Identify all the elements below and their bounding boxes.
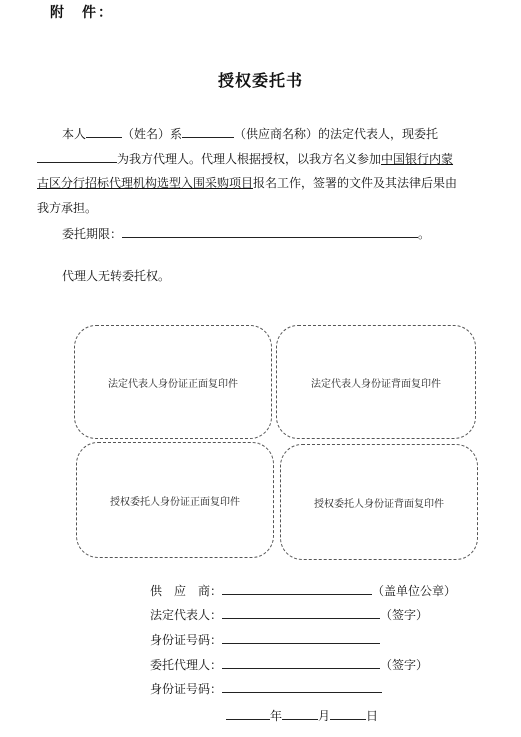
agent-note: （签字）	[380, 658, 429, 672]
agent-blank[interactable]	[222, 656, 380, 669]
box-label: 授权委托人身份证正面复印件	[110, 496, 240, 508]
box-label: 法定代表人身份证背面复印件	[311, 378, 441, 390]
period-label: 委托期限：	[62, 227, 123, 241]
id1-label: 身份证号码：	[150, 633, 223, 647]
id1-blank[interactable]	[222, 631, 380, 644]
supplier-row	[150, 582, 456, 599]
id-number-row-2	[150, 680, 382, 697]
text-l3-b: 报名工作，签署的文件及其法律后果由	[253, 176, 458, 190]
agent-label: 委托代理人：	[150, 658, 223, 672]
agent-name-blank[interactable]	[37, 150, 117, 163]
month-label: 月	[318, 709, 331, 723]
box-agent-id-front	[76, 442, 274, 558]
agent-row	[150, 656, 428, 673]
body-line-4: 我方承担。	[37, 201, 98, 215]
text-l1-a: 本人	[62, 127, 87, 141]
id2-blank[interactable]	[222, 680, 382, 693]
supplier-label: 供 应 商：	[150, 584, 223, 598]
project-name-part-1: 中国银行内蒙	[381, 152, 454, 166]
day-label: 日	[366, 709, 379, 723]
month-blank[interactable]	[282, 707, 318, 720]
period-line	[62, 225, 430, 242]
box-agent-id-back	[280, 444, 478, 560]
period-blank[interactable]	[122, 225, 418, 238]
year-blank[interactable]	[226, 707, 270, 720]
legal-rep-note: （签字）	[380, 608, 429, 622]
day-blank[interactable]	[330, 707, 366, 720]
name-blank[interactable]	[86, 125, 122, 138]
body-line-2	[37, 150, 453, 167]
year-label: 年	[270, 709, 283, 723]
page-title: 授权委托书	[217, 71, 303, 90]
box-label: 授权委托人身份证背面复印件	[314, 498, 444, 510]
no-transfer-text: 代理人无转委托权。	[62, 269, 171, 283]
text-l2-a: 为我方代理人。代理人根据授权，以我方名义参加	[117, 152, 382, 166]
id2-label: 身份证号码：	[150, 682, 223, 696]
legal-rep-row	[150, 606, 428, 623]
box-legal-rep-id-back	[276, 325, 476, 439]
project-name-part-2: 古区分行招标代理机构选型入围采购项目	[37, 176, 254, 190]
date-row	[226, 707, 378, 724]
text-l1-b: （姓名）系	[122, 127, 183, 141]
id-number-row-1	[150, 631, 380, 648]
supplier-name-blank[interactable]	[182, 125, 234, 138]
period-end: 。	[418, 227, 431, 241]
supplier-note: （盖单位公章）	[372, 584, 457, 598]
attachment-label: 附 件：	[50, 5, 114, 21]
text-l1-c: （供应商名称）的法定代表人，现委托	[234, 127, 439, 141]
legal-rep-label: 法定代表人：	[150, 608, 223, 622]
body-line-1	[62, 125, 438, 142]
box-legal-rep-id-front	[74, 325, 272, 439]
box-label: 法定代表人身份证正面复印件	[108, 378, 238, 390]
legal-rep-blank[interactable]	[222, 606, 380, 619]
body-line-3	[37, 175, 457, 191]
supplier-blank[interactable]	[222, 582, 372, 595]
